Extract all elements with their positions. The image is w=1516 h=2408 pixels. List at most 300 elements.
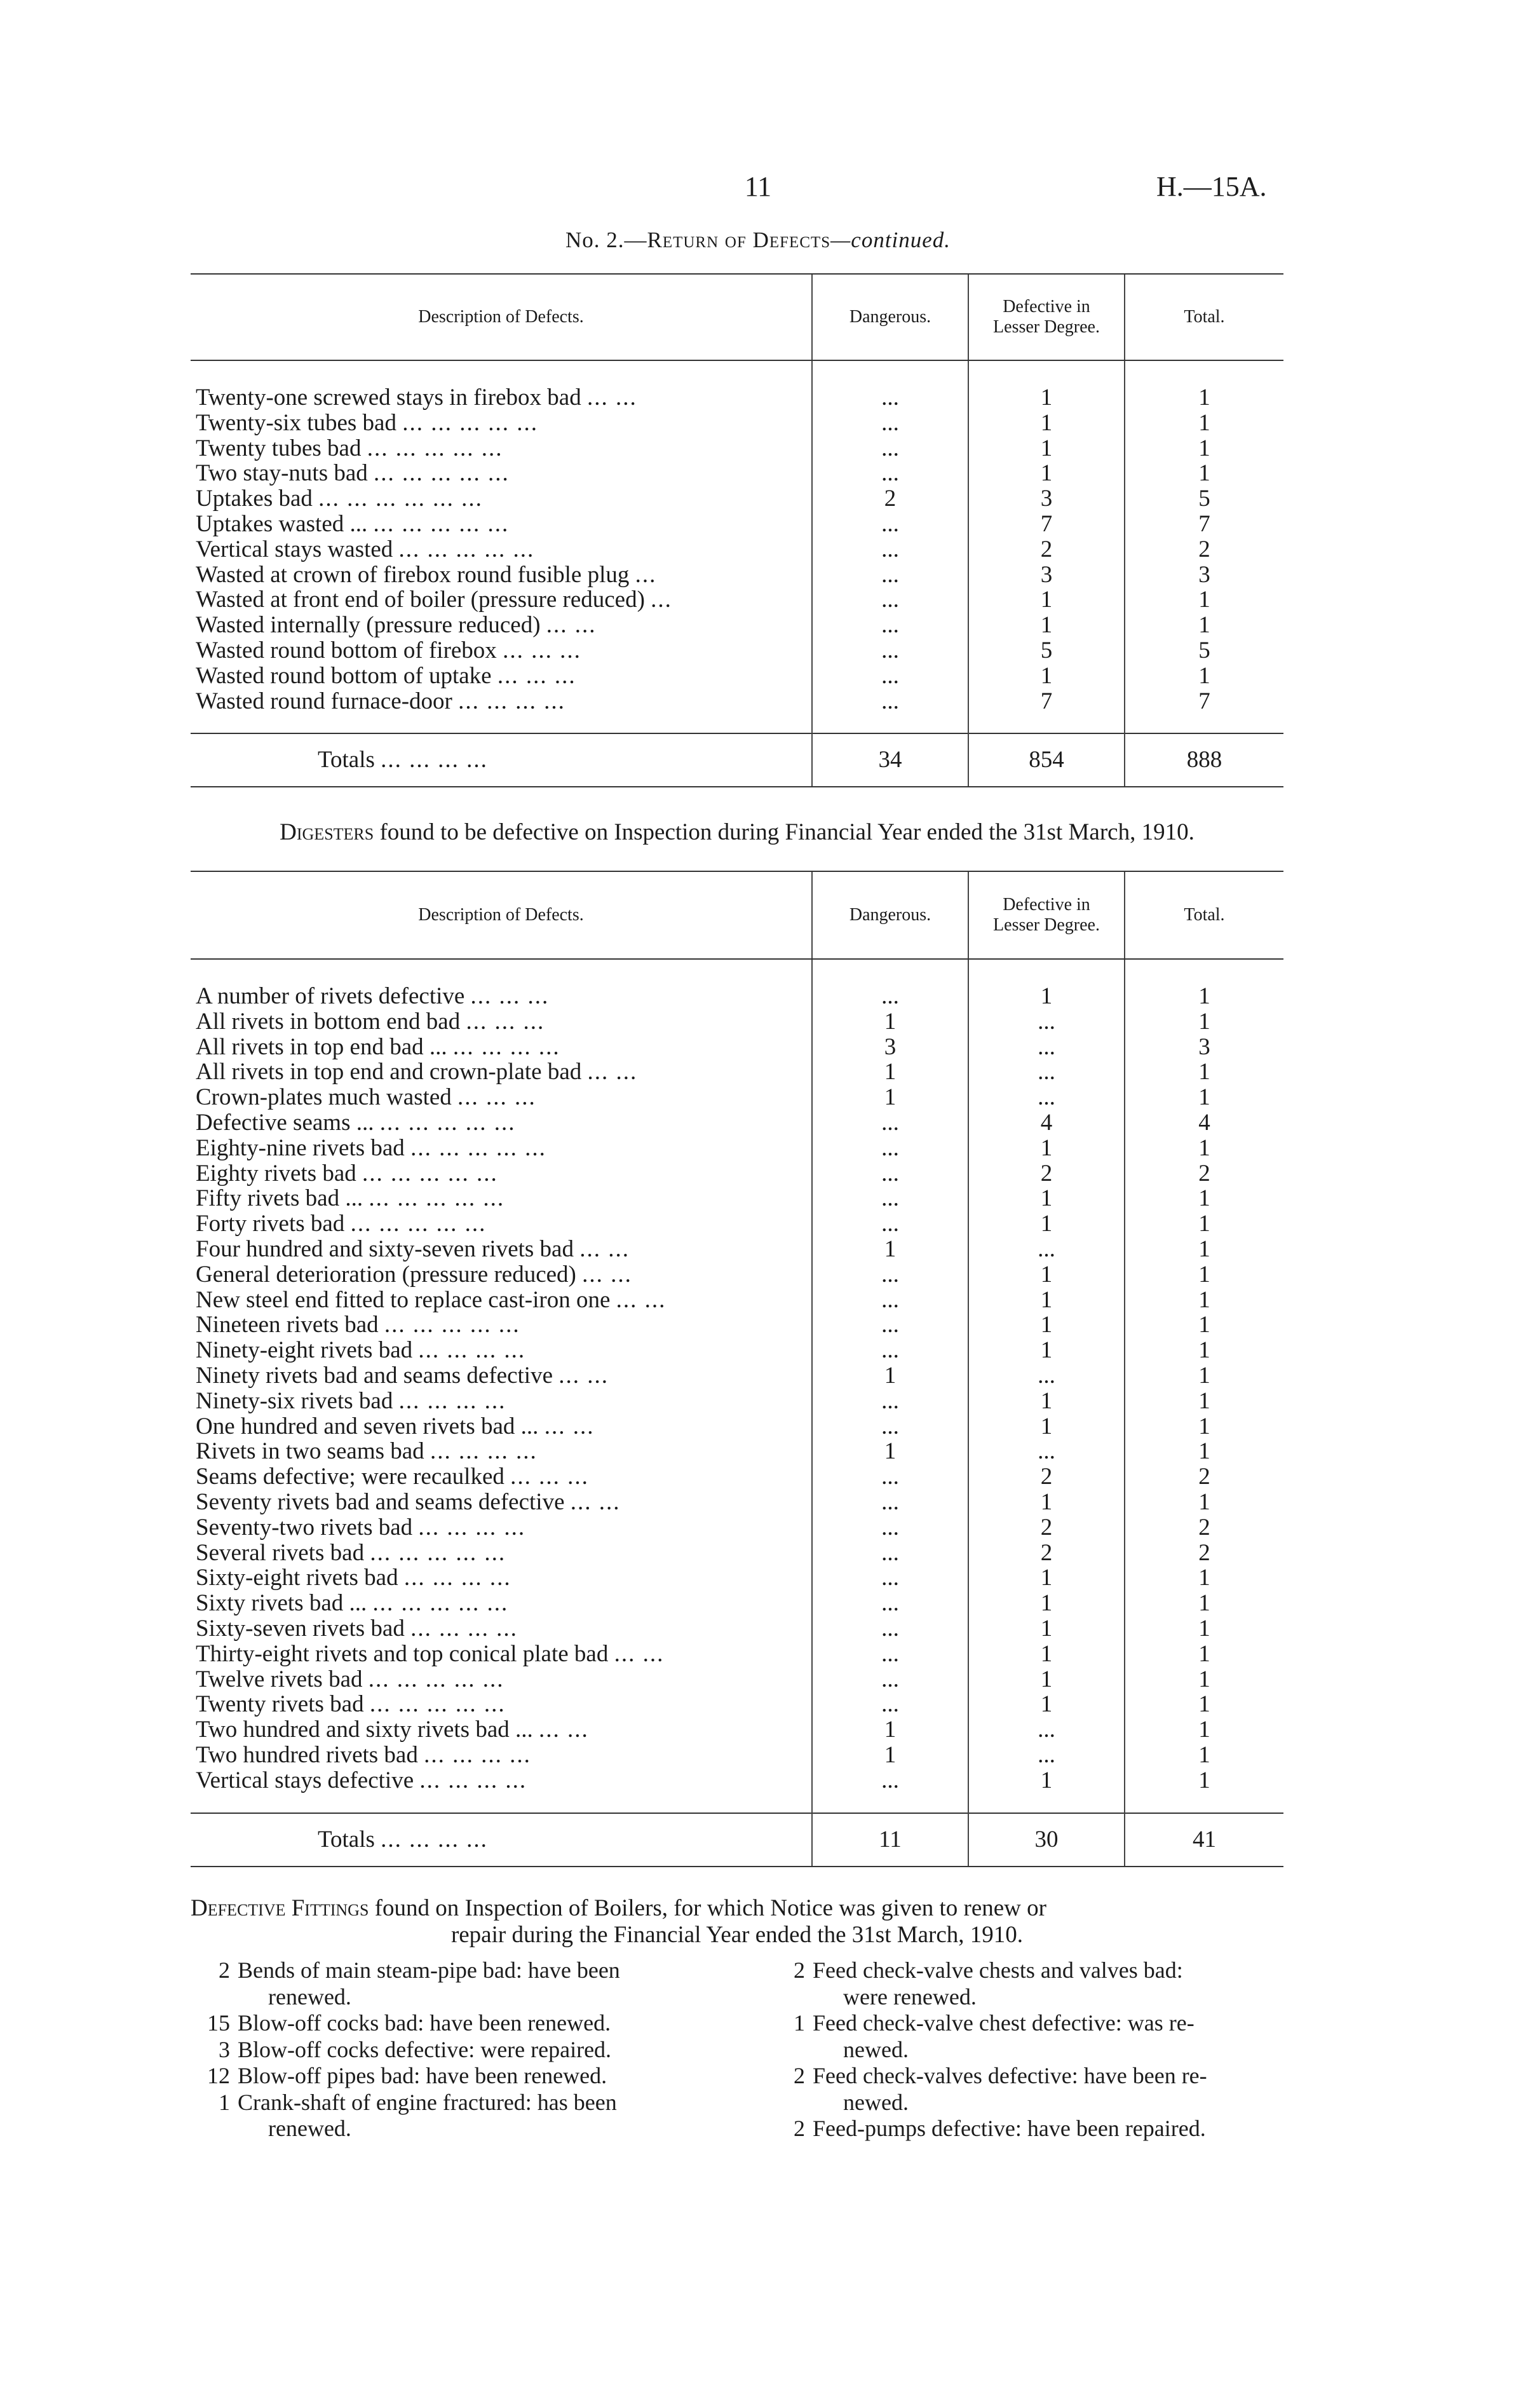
fitting-line-cont: renewed.	[268, 2116, 351, 2141]
table-row	[191, 461, 1283, 486]
defect-text: Sixty-eight rivets bad	[196, 1565, 398, 1591]
total-value: 7	[1125, 512, 1283, 537]
defect-text: Two hundred and sixty rivets bad ...	[196, 1717, 533, 1743]
lesser-total: 854	[968, 733, 1125, 787]
defect-text: Several rivets bad	[196, 1540, 365, 1566]
dangerous-value: ...	[812, 1414, 968, 1439]
dangerous-value: ...	[812, 613, 968, 638]
total-value: 1	[1125, 587, 1283, 613]
leader-dots: ... ... ... ... ...	[369, 1186, 505, 1212]
grand-total: 888	[1125, 733, 1283, 787]
total-value: 1	[1125, 1667, 1283, 1692]
defect-text: Seventy-two rivets bad	[196, 1514, 413, 1541]
dangerous-value: ...	[812, 663, 968, 689]
leader-dots: ... ... ... ... ...	[367, 435, 503, 461]
lesser-value: ...	[968, 1059, 1125, 1085]
fitting-quantity: 2	[794, 1957, 805, 1983]
defect-text: Vertical stays defective	[196, 1767, 414, 1793]
leader-dots: ... ... ... ...	[424, 1742, 531, 1768]
table-row	[191, 1389, 1283, 1414]
dangerous-value: ...	[812, 1312, 968, 1338]
lesser-value: 1	[968, 1414, 1125, 1439]
total-value: 1	[1125, 1288, 1283, 1313]
leader-dots: ... ... ... ... ...	[350, 1211, 487, 1237]
defect-text: Twenty-one screwed stays in firebox bad	[196, 384, 581, 411]
dangerous-value: ...	[812, 1642, 968, 1667]
fitting-line: Feed-pumps defective: have been repaired.	[813, 2116, 1206, 2141]
lesser-value: 1	[968, 1591, 1125, 1616]
total-value: 1	[1125, 1768, 1283, 1813]
defect-text: Four hundred and sixty-seven rivets bad	[196, 1236, 574, 1262]
leader-dots: ... ... ... ...	[381, 1826, 488, 1853]
total-value: 5	[1125, 486, 1283, 512]
col-description: Description of Defects.	[191, 871, 812, 959]
table-row	[191, 1565, 1283, 1591]
lesser-value: 1	[968, 1490, 1125, 1515]
total-value: 2	[1125, 1161, 1283, 1187]
total-value: 1	[1125, 959, 1283, 1009]
defect-text: Ninety-eight rivets bad	[196, 1338, 413, 1363]
fitting-quantity: 2	[794, 2063, 805, 2088]
fitting-text	[238, 2010, 731, 2037]
fitting-quantity: 3	[219, 2036, 230, 2062]
table-row	[191, 1312, 1283, 1338]
leader-dots: ... ... ... ... ...	[379, 1110, 516, 1136]
fitting-text	[238, 2090, 731, 2142]
defect-description	[191, 1035, 812, 1060]
lesser-value: 1	[968, 1692, 1125, 1717]
fitting-quantity: 1	[794, 2010, 805, 2036]
defect-description	[191, 1161, 812, 1187]
leader-dots: ...	[651, 587, 672, 613]
fitting-item	[191, 2010, 731, 2037]
defect-text: Two hundred rivets bad	[196, 1742, 418, 1768]
defect-description	[191, 1490, 812, 1515]
totals-text: Totals	[318, 747, 375, 773]
lesser-value: 1	[968, 436, 1125, 461]
defect-description	[191, 1414, 812, 1439]
dangerous-value: ...	[812, 1667, 968, 1692]
defect-description	[191, 1565, 812, 1591]
dangerous-value: ...	[812, 689, 968, 734]
table-row	[191, 1237, 1283, 1262]
defect-text: All rivets in top end and crown-plate bad	[196, 1059, 582, 1085]
defect-text: All rivets in top end bad ...	[196, 1034, 447, 1060]
table-row	[191, 1667, 1283, 1692]
defect-text: All rivets in bottom end bad	[196, 1009, 461, 1035]
table-row	[191, 587, 1283, 613]
table-row	[191, 613, 1283, 638]
leader-dots: ... ...	[579, 1236, 630, 1262]
leader-dots: ... ... ...	[510, 1464, 589, 1490]
leader-dots: ... ...	[614, 1641, 665, 1667]
lesser-value: 2	[968, 1541, 1125, 1566]
dangerous-value: ...	[812, 1110, 968, 1136]
fittings-right-column	[766, 1957, 1283, 2142]
fittings-title-sc: Defective Fittings	[191, 1895, 369, 1921]
defect-description	[191, 1768, 812, 1813]
dangerous-value: 1	[812, 1717, 968, 1743]
defect-text: Crown-plates much wasted	[196, 1085, 452, 1110]
fitting-line: Blow-off cocks bad: have been renewed.	[238, 2010, 611, 2036]
digesters-title-rest: found to be defective on Inspection during Financial Year ended the 31st March, 1910.	[379, 819, 1195, 845]
dangerous-value: ...	[812, 638, 968, 663]
leader-dots: ...	[635, 562, 657, 588]
total-value: 1	[1125, 1237, 1283, 1262]
dangerous-value: ...	[812, 1464, 968, 1490]
table-row	[191, 1642, 1283, 1667]
total-value: 2	[1125, 1464, 1283, 1490]
defect-text: Sixty-seven rivets bad	[196, 1616, 405, 1642]
fitting-line: Blow-off pipes bad: have been renewed.	[238, 2063, 607, 2088]
leader-dots: ... ... ... ...	[418, 1338, 526, 1363]
dangerous-value: ...	[812, 1161, 968, 1187]
table-row	[191, 1059, 1283, 1085]
lesser-value: 3	[968, 562, 1125, 588]
lesser-value: 7	[968, 512, 1125, 537]
lesser-value: 1	[968, 1642, 1125, 1667]
defect-description	[191, 436, 812, 461]
total-value: 1	[1125, 1743, 1283, 1768]
table-row	[191, 1338, 1283, 1363]
dangerous-total: 34	[812, 733, 968, 787]
defect-description	[191, 1389, 812, 1414]
table-row	[191, 562, 1283, 588]
dangerous-value: ...	[812, 512, 968, 537]
total-value: 5	[1125, 638, 1283, 663]
defect-description	[191, 1211, 812, 1237]
table-row	[191, 1616, 1283, 1642]
heading-title: Return of Defects	[647, 228, 831, 252]
dangerous-value: ...	[812, 562, 968, 588]
defect-text: Sixty rivets bad ...	[196, 1591, 367, 1616]
table-row	[191, 689, 1283, 734]
defect-text: General deterioration (pressure reduced)	[196, 1262, 576, 1288]
total-value: 4	[1125, 1110, 1283, 1136]
fitting-line: Crank-shaft of engine fractured: has been	[238, 2089, 617, 2115]
defect-text: Wasted round bottom of firebox	[196, 637, 497, 663]
lesser-value: 1	[968, 411, 1125, 436]
dangerous-value: ...	[812, 1490, 968, 1515]
total-value: 1	[1125, 1717, 1283, 1743]
defect-description	[191, 1541, 812, 1566]
table-row	[191, 663, 1283, 689]
fittings-title-rest: found on Inspection of Boilers, for which Notice was given to renew or	[374, 1895, 1046, 1921]
table-row	[191, 1211, 1283, 1237]
dangerous-value: ...	[812, 1768, 968, 1813]
leader-dots: ... ...	[544, 1413, 595, 1439]
dangerous-value: 1	[812, 1085, 968, 1110]
total-value: 1	[1125, 1565, 1283, 1591]
table-row	[191, 1515, 1283, 1541]
lesser-value: 2	[968, 1161, 1125, 1187]
total-value: 1	[1125, 1262, 1283, 1288]
digesters-title	[191, 819, 1283, 846]
dangerous-value: 1	[812, 1439, 968, 1464]
leader-dots: ... ...	[558, 1363, 609, 1389]
leader-dots: ... ... ...	[503, 637, 581, 663]
digesters-defects-table	[191, 871, 1283, 1867]
col-total: Total.	[1125, 274, 1283, 360]
table-row	[191, 537, 1283, 562]
lesser-value: 1	[968, 1262, 1125, 1288]
lesser-value: 1	[968, 1389, 1125, 1414]
lesser-value: 2	[968, 1464, 1125, 1490]
defect-text: Forty rivets bad	[196, 1211, 345, 1237]
table-row	[191, 1035, 1283, 1060]
totals-label	[191, 1813, 812, 1867]
table-header-row	[191, 274, 1283, 360]
defect-text: One hundred and seven rivets bad ...	[196, 1413, 539, 1439]
digesters-table-body	[191, 959, 1283, 1867]
lesser-value: 2	[968, 1515, 1125, 1541]
leader-dots: ... ... ... ...	[398, 1388, 506, 1414]
dangerous-value: ...	[812, 1262, 968, 1288]
document-reference: H.—15A.	[1156, 171, 1267, 202]
leader-dots: ... ...	[570, 1489, 621, 1515]
total-value: 1	[1125, 1490, 1283, 1515]
total-value: 1	[1125, 411, 1283, 436]
dangerous-value: 1	[812, 1363, 968, 1389]
lesser-value: 1	[968, 613, 1125, 638]
defect-description	[191, 1743, 812, 1768]
lesser-value: ...	[968, 1363, 1125, 1389]
fitting-item	[191, 2037, 731, 2064]
totals-text: Totals	[318, 1826, 375, 1853]
defect-text: Nineteen rivets bad	[196, 1312, 379, 1338]
lesser-value: 1	[968, 1211, 1125, 1237]
digesters-title-sc: Digesters	[280, 819, 374, 845]
table-row	[191, 512, 1283, 537]
dangerous-value: ...	[812, 1338, 968, 1363]
fitting-text	[238, 1957, 731, 2010]
total-value: 1	[1125, 1186, 1283, 1211]
lesser-value: 1	[968, 1667, 1125, 1692]
dangerous-value: 1	[812, 1059, 968, 1085]
leader-dots: ... ... ... ... ...	[374, 461, 510, 487]
dangerous-value: 1	[812, 1237, 968, 1262]
dangerous-value: ...	[812, 1565, 968, 1591]
col-lesser: Defective in Lesser Degree.	[968, 274, 1125, 360]
table-row	[191, 1541, 1283, 1566]
heading-prefix: No. 2.—	[565, 228, 647, 252]
defect-text: Seventy rivets bad and seams defective	[196, 1489, 565, 1515]
defect-description	[191, 461, 812, 486]
defect-description	[191, 1591, 812, 1616]
leader-dots: ... ... ... ... ...	[368, 1666, 504, 1692]
fitting-text	[813, 1957, 1283, 2010]
fitting-item	[766, 1957, 1283, 2010]
fitting-quantity: 2	[219, 1957, 230, 1983]
leader-dots: ... ... ... ... ...	[370, 1540, 506, 1566]
total-value: 1	[1125, 613, 1283, 638]
defect-text: Wasted round furnace-door	[196, 688, 452, 714]
defect-text: Twelve rivets bad	[196, 1666, 363, 1692]
table-row	[191, 1692, 1283, 1717]
defect-text: Ninety-six rivets bad	[196, 1388, 393, 1414]
lesser-value: ...	[968, 1009, 1125, 1035]
fitting-text	[813, 2116, 1283, 2142]
return-heading	[0, 228, 1516, 253]
total-value: 3	[1125, 1035, 1283, 1060]
table-row	[191, 1262, 1283, 1288]
leader-dots: ... ...	[546, 613, 597, 638]
defect-text: Wasted round bottom of uptake	[196, 663, 492, 689]
total-value: 2	[1125, 1515, 1283, 1541]
total-value: 1	[1125, 1009, 1283, 1035]
leader-dots: ... ... ... ...	[403, 1565, 511, 1591]
defect-description	[191, 1692, 812, 1717]
leader-dots: ... ... ... ... ...	[373, 511, 510, 537]
fitting-text	[813, 2010, 1283, 2063]
table-row	[191, 638, 1283, 663]
dangerous-value: 3	[812, 1035, 968, 1060]
total-value: 1	[1125, 1389, 1283, 1414]
dangerous-value: ...	[812, 1591, 968, 1616]
fittings-title-line2: repair during the Financial Year ended the 31st March, 1910.	[450, 1922, 1024, 1948]
fitting-line-cont: were renewed.	[843, 1983, 977, 2010]
dangerous-value: 1	[812, 1009, 968, 1035]
fitting-line-cont: newed.	[843, 2036, 909, 2062]
defect-description	[191, 1464, 812, 1490]
col-dangerous: Dangerous.	[812, 274, 968, 360]
defect-description	[191, 1717, 812, 1743]
defect-description	[191, 689, 812, 734]
table-row	[191, 1414, 1283, 1439]
dangerous-value: ...	[812, 537, 968, 562]
total-value: 1	[1125, 1136, 1283, 1161]
defect-text: Rivets in two seams bad	[196, 1439, 424, 1465]
fittings-left-column	[191, 1957, 731, 2142]
defect-text: Twenty-six tubes bad	[196, 410, 396, 436]
defect-description	[191, 1009, 812, 1035]
leader-dots: ... ... ... ...	[418, 1514, 526, 1541]
leader-dots: ... ... ...	[470, 983, 550, 1009]
defect-description	[191, 1312, 812, 1338]
totals-row	[191, 733, 1283, 787]
fitting-quantity: 15	[207, 2010, 230, 2036]
table-row	[191, 1363, 1283, 1389]
dangerous-value: ...	[812, 1186, 968, 1211]
totals-row	[191, 1813, 1283, 1867]
lesser-value: 1	[968, 1312, 1125, 1338]
leader-dots: ... ... ... ...	[419, 1767, 527, 1793]
fitting-item	[766, 2116, 1283, 2142]
dangerous-value: ...	[812, 1692, 968, 1717]
leader-dots: ... ... ... ...	[410, 1616, 518, 1642]
heading-suffix: —continued.	[830, 228, 951, 252]
lesser-value: 2	[968, 537, 1125, 562]
fitting-text	[238, 2037, 731, 2064]
table-row	[191, 1186, 1283, 1211]
table-row	[191, 1136, 1283, 1161]
fitting-item	[766, 2063, 1283, 2116]
fitting-item	[191, 2063, 731, 2090]
defect-description	[191, 1059, 812, 1085]
defect-description	[191, 1515, 812, 1541]
defect-description	[191, 537, 812, 562]
fitting-quantity: 1	[219, 2089, 230, 2115]
leader-dots: ... ... ... ... ...	[402, 410, 538, 436]
leader-dots: ... ... ... ... ...	[398, 536, 535, 562]
leader-dots: ... ... ... ...	[458, 688, 565, 714]
leader-dots: ... ...	[587, 1059, 638, 1085]
lesser-total: 30	[968, 1813, 1125, 1867]
fitting-line: Blow-off cocks defective: were repaired.	[238, 2036, 612, 2062]
dangerous-value: ...	[812, 1515, 968, 1541]
leader-dots: ... ... ... ...	[430, 1439, 538, 1465]
lesser-value: ...	[968, 1035, 1125, 1060]
defect-description	[191, 1110, 812, 1136]
fitting-item	[766, 2010, 1283, 2063]
lesser-value: 1	[968, 360, 1125, 411]
lesser-value: ...	[968, 1237, 1125, 1262]
lesser-value: ...	[968, 1439, 1125, 1464]
defect-description	[191, 411, 812, 436]
table-header-row	[191, 871, 1283, 959]
defect-description	[191, 587, 812, 613]
totals-label	[191, 733, 812, 787]
dangerous-value: ...	[812, 436, 968, 461]
defect-description	[191, 1338, 812, 1363]
total-value: 1	[1125, 1363, 1283, 1389]
defect-description	[191, 663, 812, 689]
lesser-value: 1	[968, 1768, 1125, 1813]
leader-dots: ... ...	[539, 1717, 589, 1743]
fitting-line: Bends of main steam-pipe bad: have been	[238, 1957, 620, 1983]
total-value: 1	[1125, 360, 1283, 411]
lesser-value: 1	[968, 959, 1125, 1009]
dangerous-value: 2	[812, 486, 968, 512]
table-row	[191, 1439, 1283, 1464]
defect-description	[191, 1288, 812, 1313]
fitting-quantity: 12	[207, 2063, 230, 2088]
total-value: 1	[1125, 1414, 1283, 1439]
page-number: 11	[744, 171, 772, 202]
lesser-value: 1	[968, 461, 1125, 486]
total-value: 1	[1125, 1312, 1283, 1338]
total-value: 1	[1125, 1616, 1283, 1642]
dangerous-value: ...	[812, 1541, 968, 1566]
table-row	[191, 436, 1283, 461]
defect-text: Vertical stays wasted	[196, 536, 393, 562]
table-row	[191, 1464, 1283, 1490]
table-row	[191, 1288, 1283, 1313]
leader-dots: ... ... ... ... ...	[369, 1692, 506, 1718]
defect-description	[191, 1262, 812, 1288]
total-value: 1	[1125, 1338, 1283, 1363]
dangerous-value: ...	[812, 461, 968, 486]
defect-description	[191, 1439, 812, 1464]
total-value: 1	[1125, 1439, 1283, 1464]
lesser-value: 1	[968, 1288, 1125, 1313]
boilers-table-body	[191, 360, 1283, 787]
lesser-value: 5	[968, 638, 1125, 663]
lesser-value: ...	[968, 1743, 1125, 1768]
defect-text: Uptakes wasted ...	[196, 511, 368, 537]
fitting-line: Feed check-valves defective: have been re-	[813, 2063, 1207, 2088]
fittings-title	[191, 1895, 1283, 1949]
defect-description	[191, 1136, 812, 1161]
fitting-line-cont: newed.	[843, 2089, 909, 2115]
table-row	[191, 411, 1283, 436]
defect-description	[191, 613, 812, 638]
dangerous-value: ...	[812, 360, 968, 411]
leader-dots: ... ... ... ... ...	[362, 1160, 498, 1187]
leader-dots: ... ... ... ... ... ...	[318, 486, 483, 512]
col-description: Description of Defects.	[191, 274, 812, 360]
lesser-value: ...	[968, 1717, 1125, 1743]
